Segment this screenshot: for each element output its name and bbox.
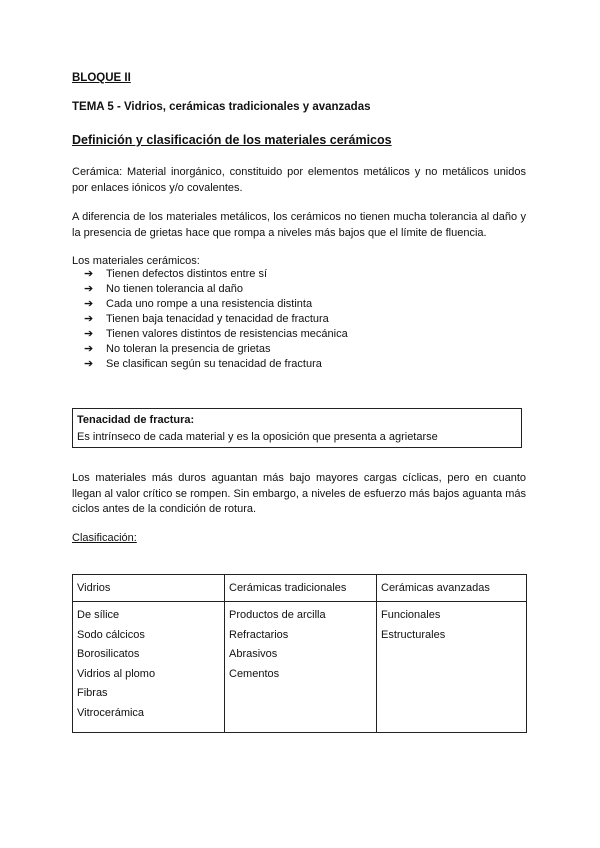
list-item: ➔ No tienen tolerancia al daño [84,283,243,295]
list-item: ➔ Cada uno rompe a una resistencia distinta [84,298,313,310]
table-item: De sílice [77,609,120,621]
table-item: Vitrocerámica [77,706,145,719]
table-item: Estructurales [381,628,446,641]
list-item: ➔ Tienen defectos distintos entre sí [84,268,268,280]
table-item: Borosilicatos [77,648,140,660]
table-item: Sodo cálcicos [77,628,145,641]
definition-box-title: Tenacidad de fractura: [77,414,195,426]
table-item: Productos de arcilla [229,609,326,621]
table-row [73,602,527,733]
block-title: BLOQUE II [72,72,131,84]
table-item: Cementos [229,667,280,680]
list-item: ➔ Se clasifican según su tenacidad de fractura [84,358,322,370]
table-header: Cerámicas tradicionales [225,575,377,602]
arrow-icon: ➔ [84,358,94,370]
paragraph-materiales: Los materiales más duros aguantan más bajo mayores cargas cíclicas, pero en cuanto llegan al valor crítico se rompen. Sin embargo, a niveles de esfuerzo más bajos aguanta más ciclos antes de la condición de rotura. [72,472,526,515]
definition-box-text: Es intrínseco de cada material y es la oposición que presenta a agrietarse [77,431,438,443]
table-item: Refractarios [229,628,289,641]
list-item: ➔ No toleran la presencia de grietas [84,343,271,355]
arrow-icon: ➔ [84,328,94,340]
list-intro: Los materiales cerámicos: [72,255,200,267]
table-header: Vidrios [73,575,225,602]
table-cell-tradicionales [225,602,377,733]
arrow-icon: ➔ [84,283,94,295]
classification-table [72,574,527,733]
paragraph-ceramica: Cerámica: Material inorgánico, constituido por elementos metálicos y no metálicos unidos por enlaces iónicos y/o covalentes. [72,166,526,194]
table-item: Vidrios al plomo [77,667,156,680]
table-header-row [73,575,527,602]
definition-box [72,408,522,448]
classification-label: Clasificación: [72,532,137,544]
table-cell-vidrios [73,602,225,733]
arrow-icon: ➔ [84,268,94,280]
paragraph-diferencia: A diferencia de los materiales metálicos, los cerámicos no tienen mucha tolerancia al daño y la presencia de grietas hace que rompa a niveles más bajos que el límite de fluencia. [72,211,526,239]
list-item: ➔ Tienen baja tenacidad y tenacidad de fractura [84,313,329,325]
table-item: Fibras [77,687,108,699]
table-header: Cerámicas avanzadas [377,575,527,602]
list-item: ➔ Tienen valores distintos de resistencias mecánica [84,328,348,340]
section-title: Definición y clasificación de los materiales cerámicos [72,133,392,147]
arrow-icon: ➔ [84,298,94,310]
properties-list [84,267,348,372]
table-item: Abrasivos [229,648,278,660]
arrow-icon: ➔ [84,313,94,325]
tema-title: TEMA 5 - Vidrios, cerámicas tradicionales y avanzadas [72,101,371,113]
arrow-icon: ➔ [84,343,94,355]
table-cell-avanzadas [377,602,527,733]
table-item: Funcionales [381,609,441,621]
